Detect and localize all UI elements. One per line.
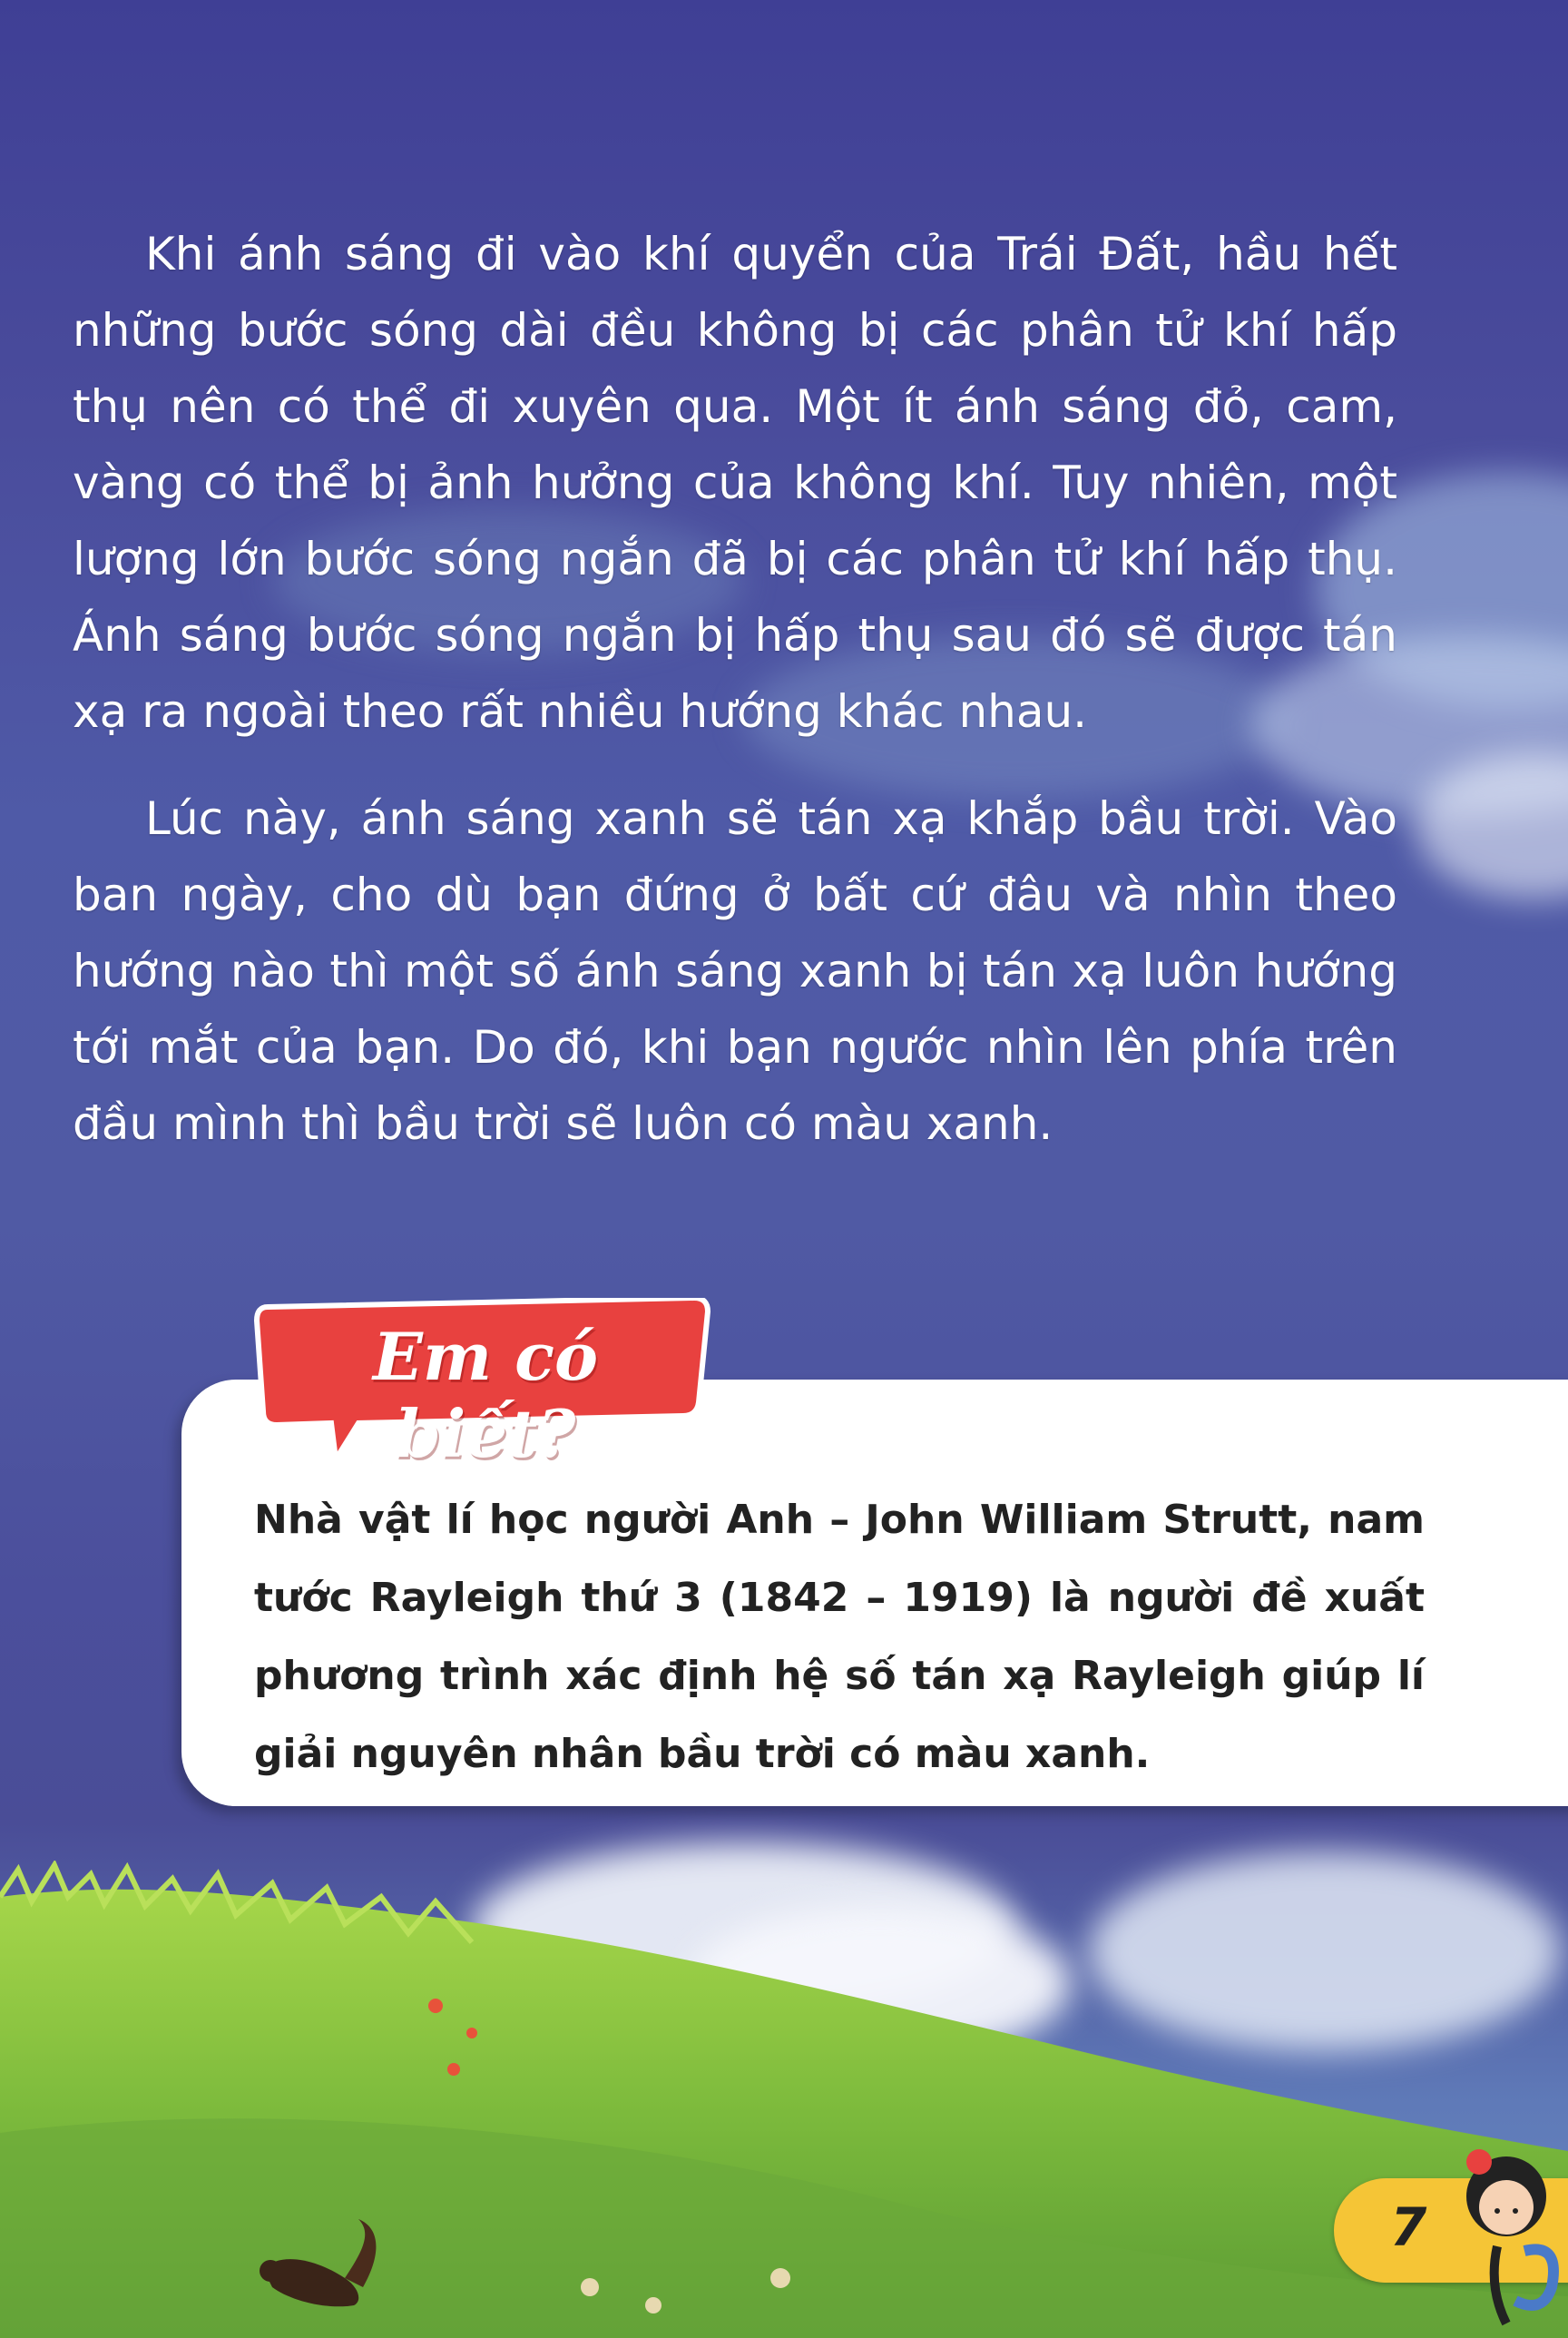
- mascot-girl-icon: [1443, 2142, 1568, 2338]
- grass-hill: [0, 1861, 1568, 2338]
- squirrel-illustration: [254, 2215, 390, 2314]
- body-paragraph: Khi ánh sáng đi vào khí quyển của Trái Đất, hầu hết những bước sóng dài đều không bị các phân tử khí hấp thụ nên có thể đi xuyên qua. Một ít ánh sáng đỏ, cam, vàng có thể bị ảnh hưởng của không khí. Tuy nhiên, một lượng lớn bước sóng ngắn đã bị các phân tử khí hấp thụ. Ánh sáng bước sóng ngắn bị hấp thụ sau đó sẽ được tán xạ ra ngoài theo rất nhiều hướng khác nhau.: [73, 228, 1397, 738]
- page-number: 7: [1390, 2196, 1427, 2258]
- body-paragraph: Lúc này, ánh sáng xanh sẽ tán xạ khắp bầu trời. Vào ban ngày, cho dù bạn đứng ở bất cứ đâu và nhìn theo hướng nào thì một số ánh sáng xanh bị tán xạ luôn hướng tới mắt của bạn. Do đó, khi bạn ngước nhìn lên phía trên đầu mình thì bầu trời sẽ luôn có màu xanh.: [73, 792, 1397, 1150]
- did-you-know-tag: [250, 1298, 712, 1472]
- did-you-know-title: Em có biết?: [373, 1318, 598, 1472]
- did-you-know-text: Nhà vật lí học người Anh – John William Strutt, nam tước Rayleigh thứ 3 (1842 – 1919) là người đề xuất phương trình xác định hệ số tán xạ Rayleigh giúp lí giải nguyên nhân bầu trời có màu xanh.: [254, 1497, 1425, 1777]
